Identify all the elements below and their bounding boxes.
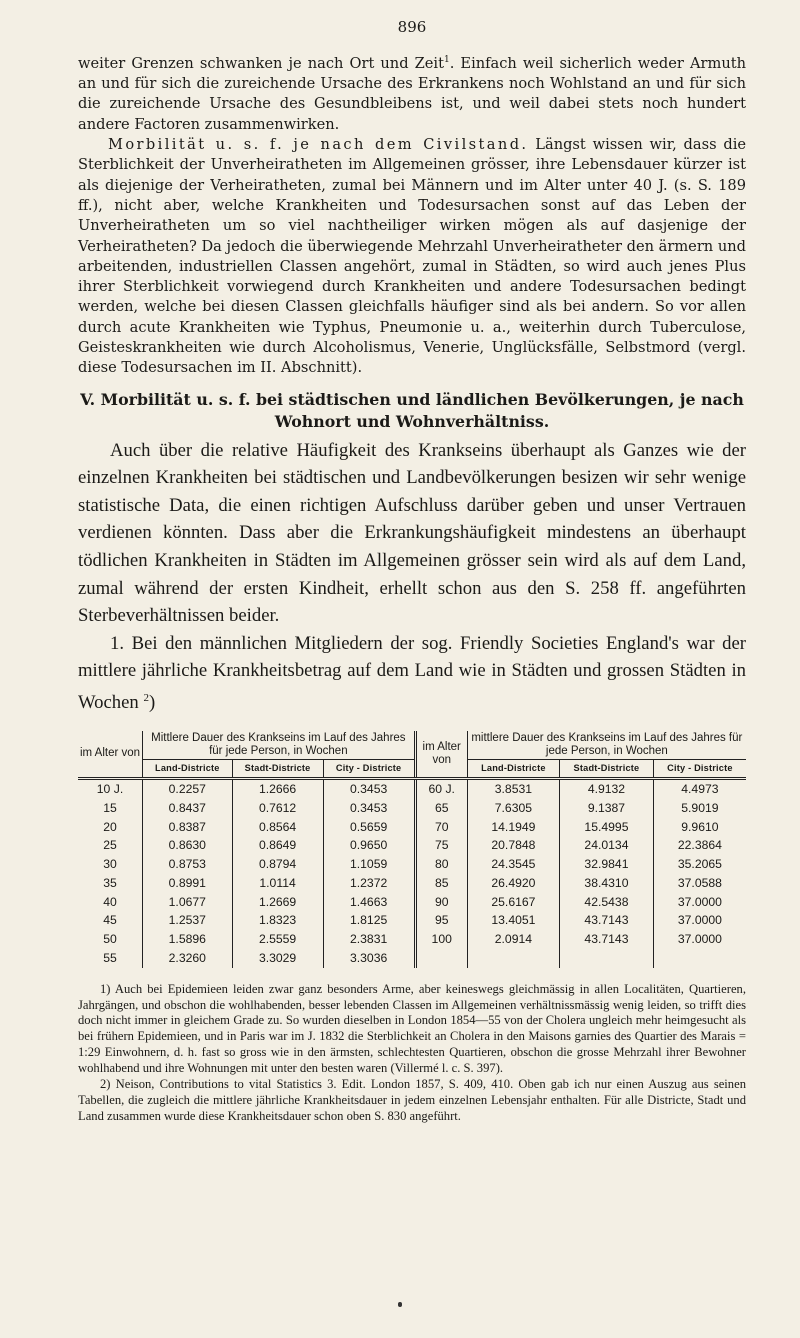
table-cell: 95 [415, 911, 467, 930]
table-cell: 0.8753 [143, 855, 233, 874]
table-cell: 2.0914 [467, 930, 559, 949]
table-cell: 7.6305 [467, 799, 559, 818]
table-cell: 0.7612 [232, 799, 323, 818]
intro-rest: . Einfach weil sicherlich weder Armuth an und für sich die zureichende Ursache des Erkrankens noch Wohlstand an und für sich die zureichende Ursache des Gesundbleibens ist, und weil dabei stets noch hundert andere Factoren zusammenwirken. [78, 54, 746, 133]
table-cell: 1.1059 [323, 855, 415, 874]
table-cell: 15.4995 [560, 817, 654, 836]
civilstand-paragraph [78, 135, 746, 379]
table-cell: 24.3545 [467, 855, 559, 874]
table-cell: 22.3864 [677, 838, 722, 853]
table-cell: 30 [78, 855, 143, 874]
table-row [78, 892, 746, 911]
paragraph-friendly-societies [78, 630, 746, 717]
table-body [78, 778, 746, 967]
table-cell: 14.1949 [467, 817, 559, 836]
footnote [78, 982, 746, 1077]
table-cell [653, 949, 746, 968]
intro-lead: weiter Grenzen schwanken je nach Ort und Zeit [78, 54, 444, 72]
table-cell: 0.2257 [143, 778, 233, 798]
table-cell: 0.8387 [143, 817, 233, 836]
table-cell: 9.1387 [560, 799, 654, 818]
table-cell: 80 [415, 855, 467, 874]
col-city-right: City - Districte [653, 759, 746, 778]
intro-paragraph [78, 50, 746, 135]
page [78, 18, 746, 1125]
table-row [78, 911, 746, 930]
table-cell: 50 [78, 930, 143, 949]
table-cell: 1.0677 [143, 892, 233, 911]
table-cell: 0.3453 [323, 799, 415, 818]
table-cell: 0.3453 [323, 778, 415, 798]
table-cell: 65 [415, 799, 467, 818]
table-cell: 1.0114 [232, 874, 323, 893]
table-cell: 1.2666 [232, 778, 323, 798]
group-header-right: mittlere Dauer des Krankseins im Lauf des Jahres für jede Person, in Wochen [471, 731, 743, 757]
paren-close: ) [148, 692, 156, 714]
table-cell: 42.5438 [560, 892, 654, 911]
table-row [78, 836, 746, 855]
table-cell: 32.9841 [560, 855, 654, 874]
table-cell: 26.4920 [467, 874, 559, 893]
table-cell: 37.0000 [677, 894, 722, 909]
table-cell: 0.8630 [143, 836, 233, 855]
table-cell: 0.5659 [323, 817, 415, 836]
footnote-2-text: 2) Neison, Contributions to vital Statistics 3. Edit. London 1857, S. 409, 410. Oben gab ich nur einen Auszug aus seinen Tabellen, die zugleich die mittlere jährliche Krankheitsdauer in jedem einzelnen Lebensjahr enthalten. Für alle Districte, Stadt und Land zusammen wurde diese Krankheitsdauer schon oben S. 830 angeführt. [78, 1077, 746, 1123]
col-land-right: Land-Districte [467, 759, 559, 778]
sickness-table [78, 731, 746, 968]
table-cell: 1.2537 [143, 911, 233, 930]
age-header-right: im Alter von [415, 731, 467, 779]
table-cell: 35 [78, 874, 143, 893]
table-cell: 43.7143 [560, 911, 654, 930]
table-cell: 0.8991 [143, 874, 233, 893]
table-cell: 1.5896 [143, 930, 233, 949]
footnote-ref-1[interactable]: 1 [443, 55, 450, 65]
table-cell: 1.8323 [232, 911, 323, 930]
footnote-1-text: 1) Auch bei Epidemieen leiden zwar ganz besonders Arme, aber keineswegs gleichmässig in allen Localitäten, Quartieren, Jahrgängen, und obschon die wohlhabenden, besser lebenden Classen im Allgemeinen verhältnissmässig wenig leiden, so trifft dies doch nicht immer in gleichem Grade zu. So wurden dieselben in London 1854—55 von der Cholera ungleich mehr heimgesucht als bei frühern Epidemieen, und in Paris war im J. 1832 die Sterblichkeit an Cholera in den Maisons garnies des Quartier des Marais = 1:29 Einwohnern, d. h. fast so gross wie in den ärmsten, schlechtesten Quartieren, obschon die grosse Mehrzahl ihrer Bewohner wohlhabend und ihre Wohnungen mit unter den besten waren (Villermé l. c. S. 397). [78, 981, 746, 1076]
section-heading: V. Morbilität u. s. f. bei städtischen und ländlichen Bevölkerungen, je nach Wohnort und Wohnverhältniss. [80, 389, 744, 431]
table-cell: 75 [415, 836, 467, 855]
table-cell: 43.7143 [560, 930, 654, 949]
footnote-ref-2[interactable]: 2 [143, 691, 149, 704]
table-cell: 1.2669 [232, 892, 323, 911]
table-row [78, 799, 746, 818]
table-cell: 20.7848 [467, 836, 559, 855]
table-cell: 10 J. [78, 778, 143, 798]
table-cell: 24.0134 [560, 836, 654, 855]
page-number: 896 [397, 18, 427, 36]
table-cell: 3.3029 [232, 949, 323, 968]
paragraph-statistics [78, 437, 746, 630]
table-cell: 55 [78, 949, 143, 968]
table-row [78, 949, 746, 968]
table-cell: 37.0588 [677, 875, 722, 890]
table-cell: 1.8125 [323, 911, 415, 930]
col-land-left: Land-Districte [143, 759, 233, 778]
table-cell: 35.2065 [677, 857, 722, 872]
table-cell: 2.3831 [323, 930, 415, 949]
table-cell: 60 J. [415, 778, 467, 798]
table-cell: 3.3036 [323, 949, 415, 968]
table-cell: 4.4973 [681, 781, 719, 796]
table-cell: 0.8437 [143, 799, 233, 818]
footnotes [78, 982, 746, 1125]
table-cell: 90 [415, 892, 467, 911]
age-header-left: im Alter von [78, 731, 143, 779]
page-mark [398, 1302, 402, 1307]
paragraph-friendly-text: 1. Bei den männlichen Mitgliedern der sog. Friendly Societies England's war der mittlere jährliche Krankheitsbetrag auf dem Land wie in Städten und grossen Städten in Wochen [78, 632, 746, 714]
table-cell: 9.9610 [681, 819, 719, 834]
table-cell: 100 [415, 930, 467, 949]
col-stadt-left: Stadt-Districte [232, 759, 323, 778]
table-cell: 1.2372 [323, 874, 415, 893]
table-cell: 25 [78, 836, 143, 855]
table-cell: 85 [415, 874, 467, 893]
paragraph-statistics-text: Auch über die relative Häufigkeit des Krankseins überhaupt als Ganzes wie der einzelnen Krankheiten bei städtischen und Landbevölkerungen besizen wir sehr wenige statistische Data, die einen richtigen Aufschluss darüber geben und unser Vertrauen verdienen könnten. Dass aber die Erkrankungshäufigkeit mindestens an überhaupt tödlichen Krankheiten in Städten im Allgemeinen grösser sein wird als auf dem Land, zumal während der ersten Kindheit, erhellt schon aus den S. 258 ff. angeführten Sterbeverhältnissen beider. [78, 439, 746, 627]
table-cell: 38.4310 [560, 874, 654, 893]
table-cell: 37.0000 [677, 932, 722, 947]
table-cell: 5.9019 [681, 800, 719, 815]
table-cell: 20 [78, 817, 143, 836]
col-stadt-right: Stadt-Districte [560, 759, 654, 778]
table-cell [467, 949, 559, 968]
table-cell: 70 [415, 817, 467, 836]
table-cell: 45 [78, 911, 143, 930]
civilstand-heading: Morbilität u. s. f. je nach dem Civilstand. [108, 136, 529, 154]
table-cell: 4.9132 [560, 778, 654, 798]
table-cell [560, 949, 654, 968]
table-row [78, 855, 746, 874]
table-cell: 1.4663 [323, 892, 415, 911]
table-cell: 2.5559 [232, 930, 323, 949]
table-cell: 0.9650 [323, 836, 415, 855]
table-row [78, 874, 746, 893]
table-cell: 0.8794 [232, 855, 323, 874]
table-cell: 13.4051 [467, 911, 559, 930]
table-row [78, 817, 746, 836]
table-row [78, 930, 746, 949]
table-cell: 40 [78, 892, 143, 911]
table-cell: 25.6167 [467, 892, 559, 911]
table-cell: 2.3260 [143, 949, 233, 968]
civilstand-text: Längst wissen wir, dass die Sterblichkeit der Unverheiratheten im Allgemeinen grösser, ihre Lebensdauer kürzer ist als diejenige der Verheiratheten, zumal bei Männern und im Alter unter 40 J. (s. S. 189 ff.), nicht aber, welche Krankheiten und Todesursachen sonst auf das Leben der Unverheiratheten um so viel nachtheiliger wirken mögen als auf dasjenige der Verheiratheten? Da jedoch die überwiegende Mehrzahl Unverheiratheter den ärmern und arbeitenden, industriellen Classen angehört, zumal in Städten, so wird auch jenes Plus ihrer Sterblichkeit vorwiegend durch Krankheiten und andere Todesursachen bedingt werden, welche bei diesen Classen gleichfalls häufiger sind als bei andern. So vor allen durch acute Krankheiten wie Typhus, Pneumonie u. a., weiterhin durch Tuberculose, Geisteskrankheiten wie durch Alcoholismus, Venerie, Unglücksfälle, Selbstmord (vergl. diese Todesursachen im II. Abschnitt). [78, 136, 747, 377]
table-cell: 37.0000 [677, 913, 722, 928]
table-cell: 0.8649 [232, 836, 323, 855]
col-city-left: City - Districte [323, 759, 415, 778]
table-cell: 3.8531 [467, 778, 559, 798]
table-cell [415, 949, 467, 968]
table-row [78, 778, 746, 798]
footnote [78, 1077, 746, 1125]
table-cell: 0.8564 [232, 817, 323, 836]
table-cell: 15 [78, 799, 143, 818]
group-header-left: Mittlere Dauer des Krankseins im Lauf des Jahres für jede Person, in Wochen [143, 731, 416, 760]
